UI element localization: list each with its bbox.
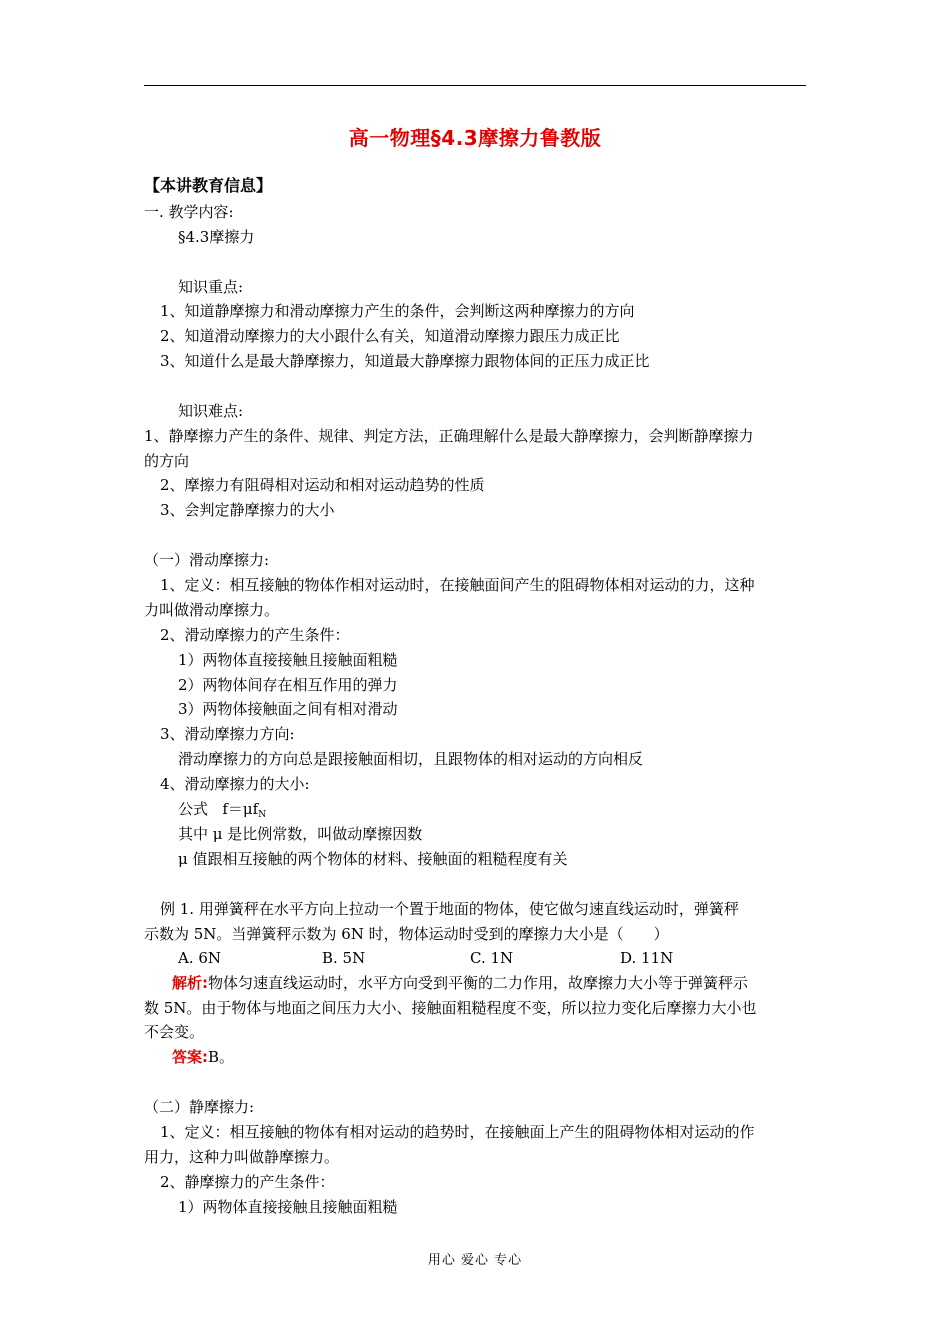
analysis-label: 解析: (172, 974, 208, 992)
text-line: 1、定义：相互接触的物体有相对运动的趋势时，在接触面上产生的阻碍物体相对运动的作 (160, 1123, 755, 1141)
text-line: 3、滑动摩擦力方向: (160, 725, 295, 743)
text-line: （一）滑动摩擦力: (144, 551, 270, 569)
text-line: 2、静摩擦力的产生条件： (160, 1173, 335, 1191)
text-line: 力叫做滑动摩擦力。 (144, 601, 280, 619)
text-line: 2、滑动摩擦力的产生条件： (160, 626, 350, 644)
option-c: C. 1N (470, 949, 514, 967)
text-line: 数 5N。由于物体与地面之间压力大小、接触面粗糙程度不变，所以拉力变化后摩擦力大小也 (144, 999, 757, 1017)
section-heading: 【本讲教育信息】 (144, 176, 273, 195)
formula-expr: f＝μf (222, 800, 259, 818)
text-line: μ 值跟相互接触的两个物体的材料、接触面的粗糙程度有关 (178, 850, 568, 868)
text-line: 例 1. 用弹簧秤在水平方向上拉动一个置于地面的物体，使它做匀速直线运动时，弹簧秤 (160, 900, 739, 918)
text-line: 1、知道静摩擦力和滑动摩擦力产生的条件，会判断这两种摩擦力的方向 (160, 302, 635, 320)
text-line: 不会变。 (144, 1023, 205, 1041)
text-line: 滑动摩擦力的方向总是跟接触面相切，且跟物体的相对运动的方向相反 (178, 750, 644, 768)
option-b: B. 5N (322, 949, 366, 967)
page-footer: 用心 爱心 专心 (427, 1253, 523, 1268)
text-line: 2）两物体间存在相互作用的弹力 (178, 676, 398, 694)
formula-label: 公式 (178, 800, 209, 818)
text-line: 1）两物体直接接触且接触面粗糙 (178, 651, 398, 669)
text-line: §4.3摩擦力 (178, 228, 255, 246)
answer-text: B。 (208, 1048, 235, 1066)
option-d: D. 11N (620, 949, 674, 967)
text-line: 示数为 5N。当弹簧秤示数为 6N 时，物体运动时受到的摩擦力大小是（ ） (144, 925, 669, 943)
text-line: 其中 μ 是比例常数，叫做动摩擦因数 (178, 825, 423, 843)
text-line: 用力，这种力叫做静摩擦力。 (144, 1148, 340, 1166)
text-line: （二）静摩擦力: (144, 1098, 255, 1116)
text-line: 一. 教学内容: (144, 203, 234, 221)
text-line: 3、知道什么是最大静摩擦力，知道最大静摩擦力跟物体间的正压力成正比 (160, 352, 650, 370)
answer-label: 答案: (172, 1048, 208, 1066)
document-title: 高一物理§4.3摩擦力鲁教版 (348, 126, 602, 150)
answer-line (172, 1047, 234, 1067)
analysis-text: 物体匀速直线运动时，水平方向受到平衡的二力作用，故摩擦力大小等于弹簧秤示 (208, 974, 749, 992)
text-line: 2、知道滑动摩擦力的大小跟什么有关，知道滑动摩擦力跟压力成正比 (160, 327, 620, 345)
formula-line (178, 799, 266, 822)
text-line: 1、定义：相互接触的物体作相对运动时，在接触面间产生的阻碍物体相对运动的力，这种 (160, 576, 755, 594)
text-line: 2、摩擦力有阻碍相对运动和相对运动趋势的性质 (160, 476, 485, 494)
formula-subscript: N (258, 810, 267, 820)
text-line: 3、会判定静摩擦力的大小 (160, 501, 335, 519)
text-line: 知识重点: (178, 278, 244, 296)
text-line: 1、静摩擦力产生的条件、规律、判定方法，正确理解什么是最大静摩擦力，会判断静摩擦力 (144, 427, 754, 445)
text-line: 3）两物体接触面之间有相对滑动 (178, 700, 398, 718)
option-a: A. 6N (178, 949, 222, 967)
analysis-line (172, 973, 748, 993)
text-line: 的方向 (144, 452, 190, 470)
text-line: 4、滑动摩擦力的大小: (160, 775, 310, 793)
header-rule (144, 85, 806, 86)
text-line: 1）两物体直接接触且接触面粗糙 (178, 1198, 398, 1216)
text-line: 知识难点: (178, 402, 244, 420)
